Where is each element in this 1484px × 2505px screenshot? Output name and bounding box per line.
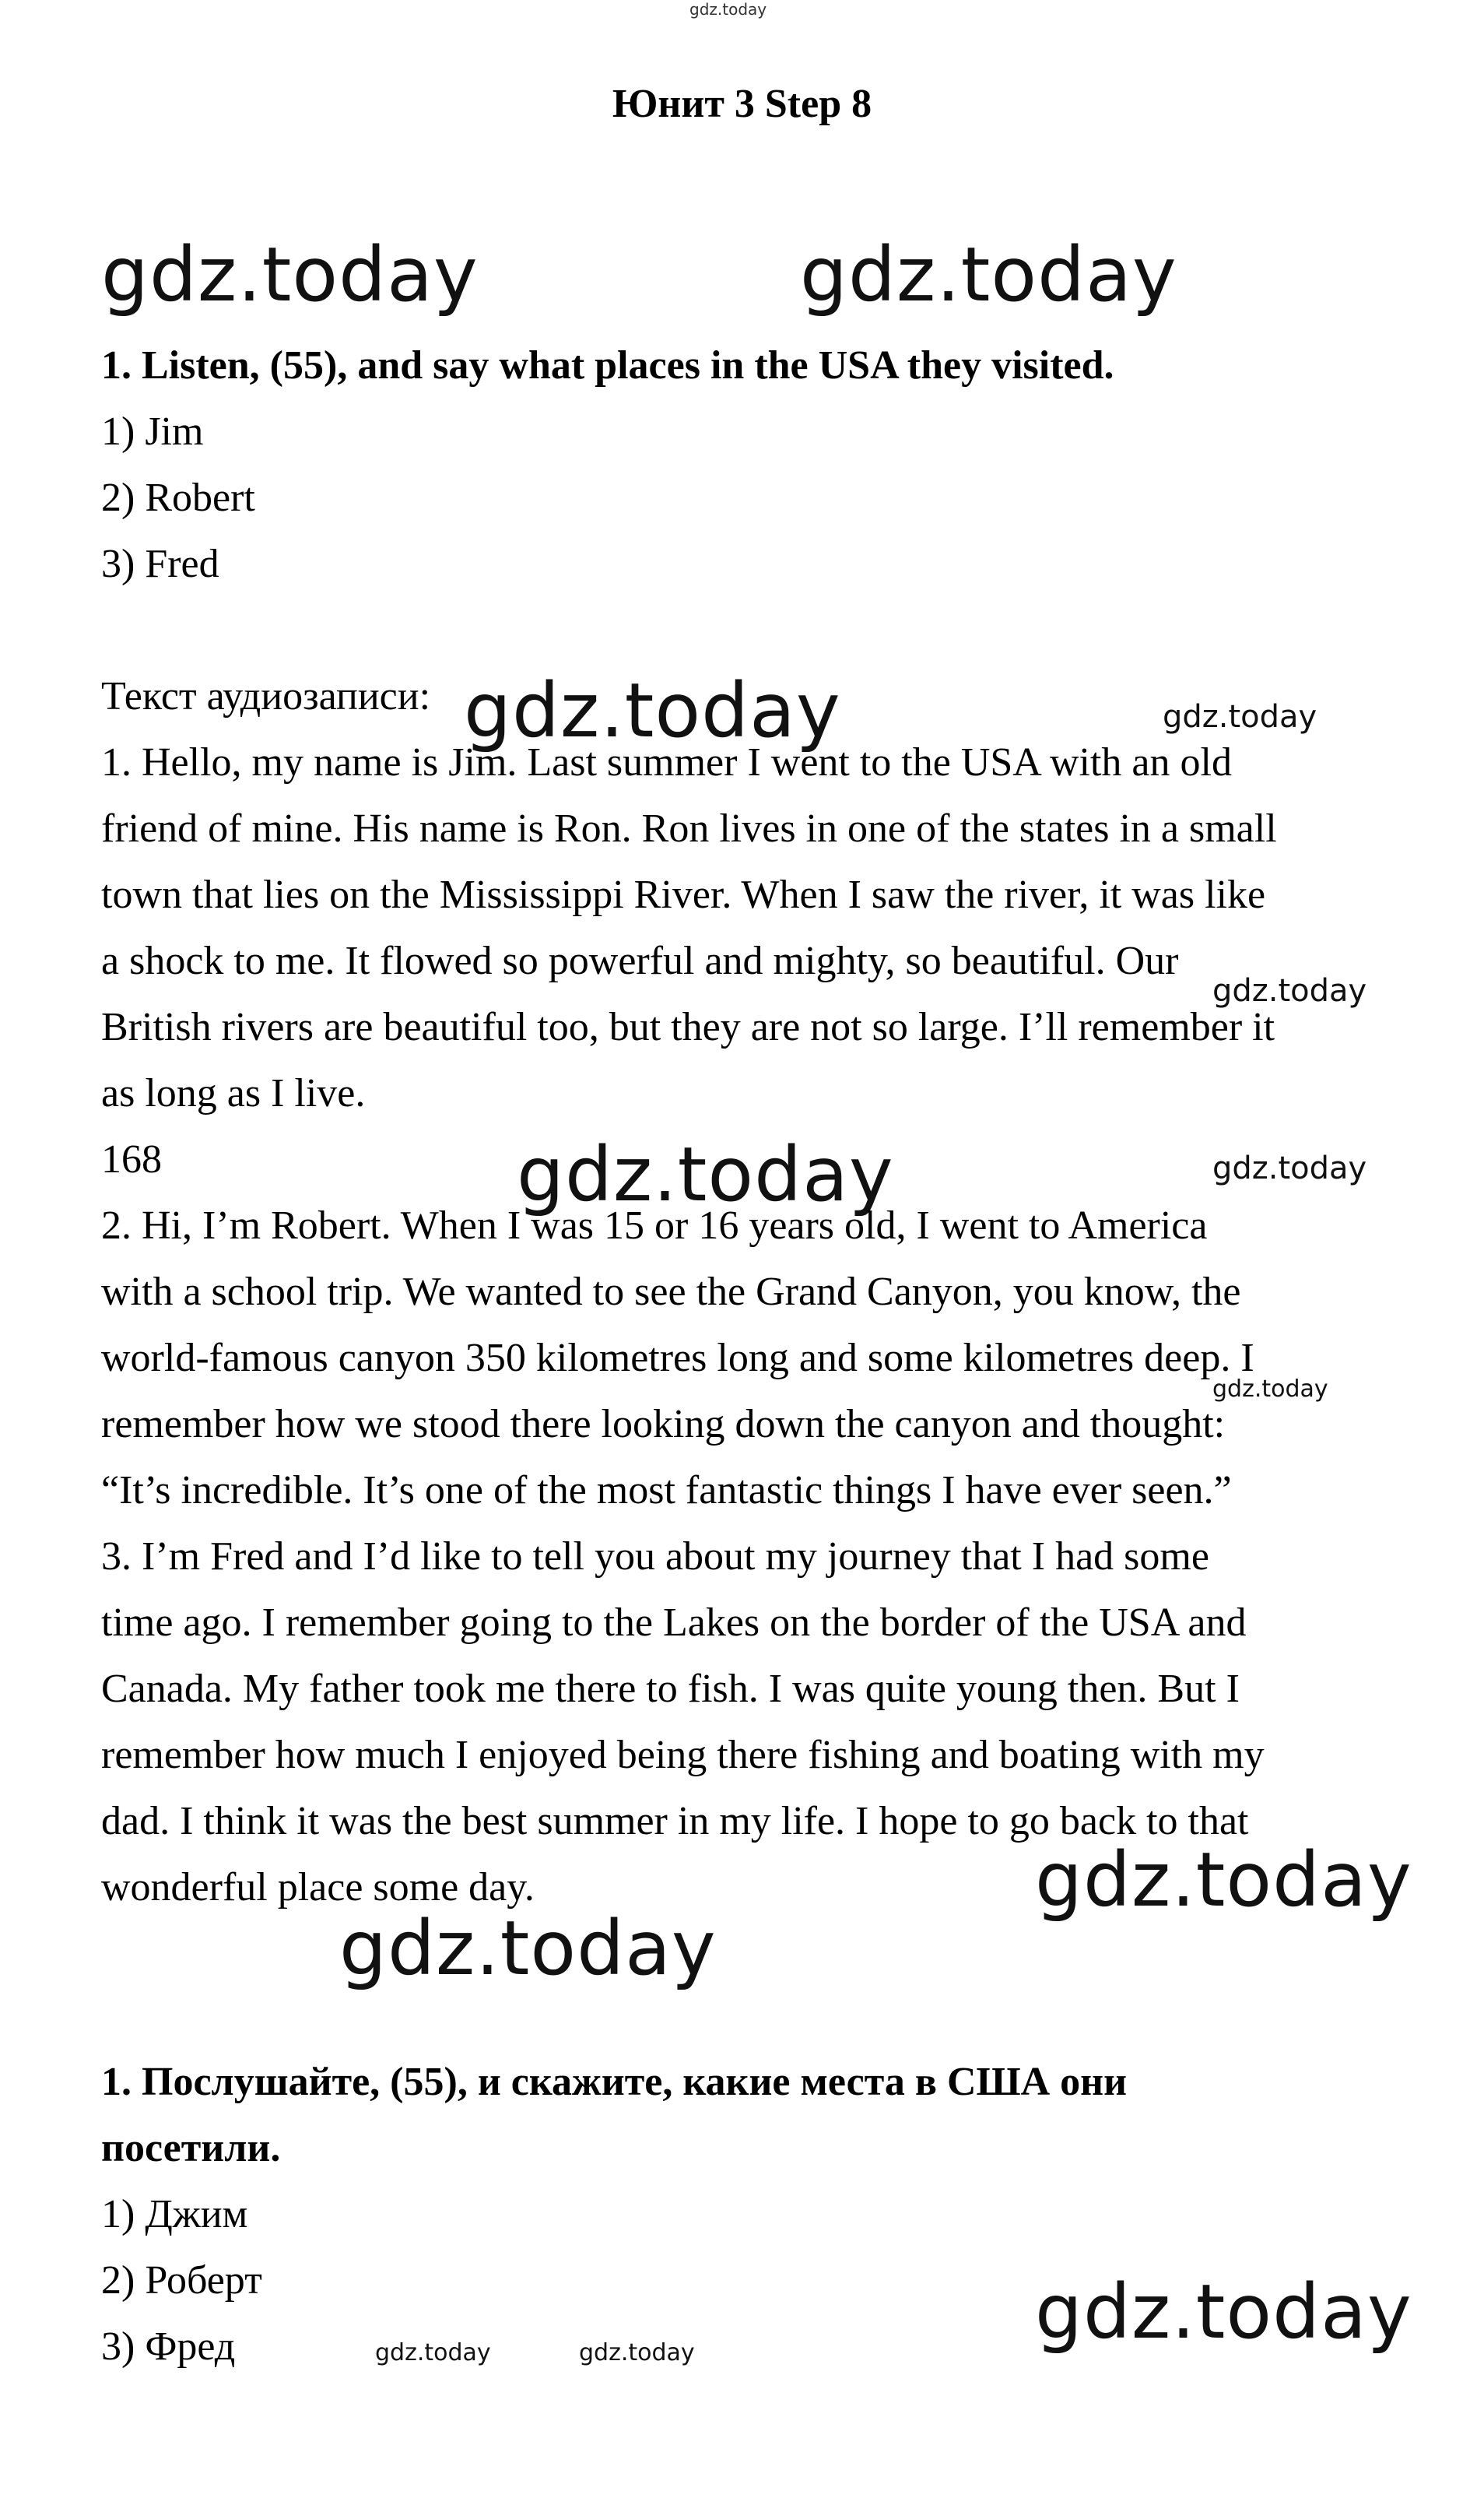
transcript-line: remember how much I enjoyed being there fishing and boating with my <box>101 1733 1265 1777</box>
watermark: gdz.today <box>800 231 1177 318</box>
transcript-line: wonderful place some day. <box>101 1865 535 1909</box>
watermark: gdz.today <box>517 1131 894 1218</box>
transcript-line: Canada. My father took me there to fish. I was quite young then. But I <box>101 1667 1240 1711</box>
task-item-ru: 2) Роберт <box>101 2258 262 2303</box>
watermark: gdz.today <box>1163 699 1317 735</box>
task-item-ru: 3) Фред <box>101 2324 236 2369</box>
transcript-line: 1. Hello, my name is Jim. Last summer I went to the USA with an old <box>101 740 1232 785</box>
transcript-line: dad. I think it was the best summer in my life. I hope to go back to that <box>101 1799 1249 1843</box>
watermark: gdz.today <box>1212 973 1367 1009</box>
transcript-line: a shock to me. It flowed so powerful and mighty, so beautiful. Our <box>101 939 1179 983</box>
top-watermark: gdz.today <box>689 0 767 19</box>
watermark: gdz.today <box>464 667 841 754</box>
transcript-line: 2. Hi, I’m Robert. When I was 15 or 16 years old, I went to America <box>101 1203 1208 1248</box>
watermark: gdz.today <box>1035 1836 1412 1924</box>
transcript-line: remember how we stood there looking down the canyon and thought: <box>101 1402 1226 1446</box>
transcript-line: with a school trip. We wanted to see the Grand Canyon, you know, the <box>101 1270 1241 1314</box>
transcript-line: world-famous canyon 350 kilometres long and some kilometres deep. I <box>101 1336 1254 1380</box>
task-heading-ru: 1. Послушайте, (55), и скажите, какие места в США они <box>101 2060 1128 2104</box>
watermark: gdz.today <box>1035 2268 1412 2356</box>
watermark: gdz.today <box>375 2339 491 2366</box>
task-item-ru: 1) Джим <box>101 2192 248 2236</box>
transcript-line: town that lies on the Mississippi River. When I saw the river, it was like <box>101 873 1266 917</box>
page-title: Юнит 3 Step 8 <box>612 82 872 126</box>
task-item-en: 3) Fred <box>101 542 219 586</box>
task-item-en: 1) Jim <box>101 409 204 454</box>
transcript-line: time ago. I remember going to the Lakes on the border of the USA and <box>101 1600 1247 1645</box>
watermark: gdz.today <box>1212 1375 1328 1403</box>
transcript-line: British rivers are beautiful too, but they are not so large. I’ll remember it <box>101 1005 1275 1049</box>
transcript-line: as long as I live. <box>101 1071 366 1115</box>
watermark: gdz.today <box>1212 1151 1367 1186</box>
transcript-line: 3. I’m Fred and I’d like to tell you about my journey that I had some <box>101 1534 1209 1579</box>
transcript-line: “It’s incredible. It’s one of the most fantastic things I have ever seen.” <box>101 1468 1232 1512</box>
transcript-line: friend of mine. His name is Ron. Ron lives in one of the states in a small <box>101 806 1277 851</box>
watermark: gdz.today <box>101 231 479 318</box>
task-heading-ru-cont: посетили. <box>101 2126 281 2170</box>
watermark: gdz.today <box>579 2339 695 2366</box>
transcript-label: Текст аудиозаписи: <box>101 674 431 718</box>
watermark: gdz.today <box>339 1905 717 1992</box>
task-heading-en: 1. Listen, (55), and say what places in the USA they visited. <box>101 343 1114 388</box>
task-item-en: 2) Robert <box>101 476 255 520</box>
page-number: 168 <box>101 1137 162 1182</box>
